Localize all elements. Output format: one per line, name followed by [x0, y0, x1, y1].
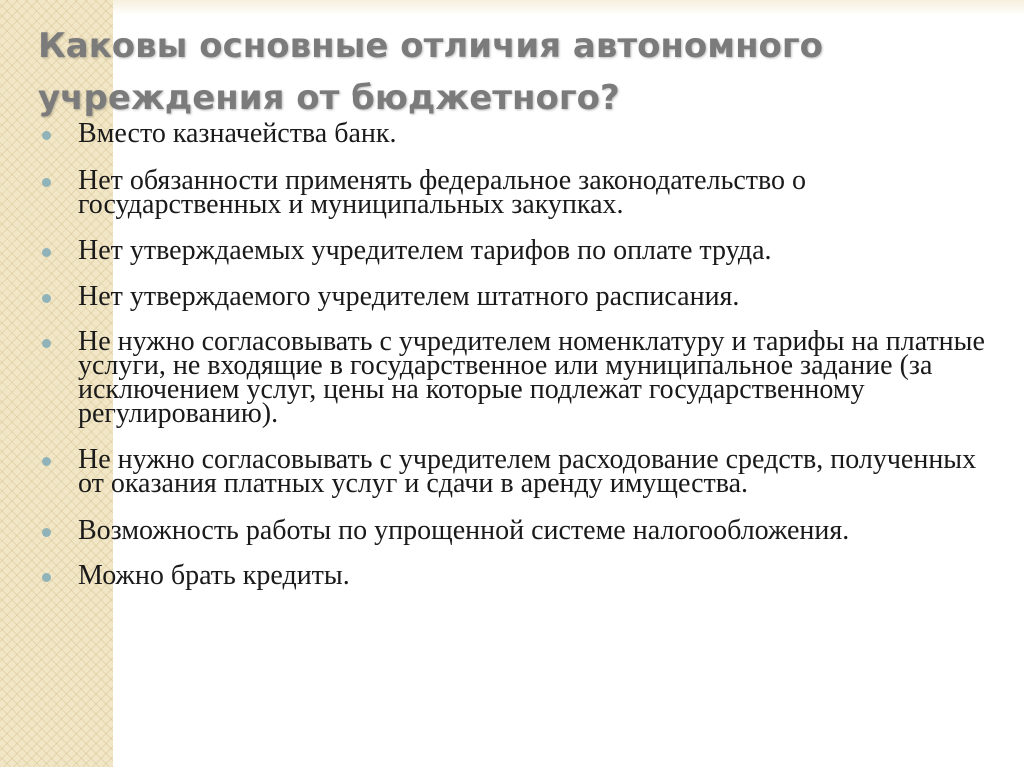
bullet-item: [40, 118, 990, 149]
bullet-item: [40, 235, 990, 266]
bullet-dot-icon: [42, 457, 51, 466]
bullet-item: [40, 281, 990, 312]
bullet-item: [40, 326, 990, 429]
bullet-item: [40, 444, 990, 499]
bullet-text: Нет утверждаемого учредителем штатного расписания.: [78, 281, 740, 312]
bullet-item: [40, 560, 990, 591]
bullet-text: Возможность работы по упрощенной системе налогообложения.: [78, 515, 850, 546]
bullet-text: Не нужно согласовывать с учредителем расходование средств, полученных от оказания платных услуг и сдачи в аренду имущества.: [78, 444, 977, 499]
bullet-list: [40, 118, 990, 610]
bullet-text: Не нужно согласовывать с учредителем номенклатуру и тарифы на платные услуги, не входящие в государственное или муниципальное задание (за исключением услуг, цены на которые подлежат государственному регулированию).: [78, 326, 985, 429]
bullet-dot-icon: [42, 573, 51, 582]
bullet-dot-icon: [42, 294, 51, 303]
bullet-text: Вместо казначейства банк.: [78, 118, 397, 149]
bullet-text: Можно брать кредиты.: [78, 560, 350, 591]
bullet-text: Нет утверждаемых учредителем тарифов по оплате труда.: [78, 235, 772, 266]
bullet-dot-icon: [42, 131, 51, 140]
bullet-dot-icon: [42, 528, 51, 537]
bullet-item: [40, 165, 990, 220]
bullet-dot-icon: [42, 248, 51, 257]
slide-title: Каковы основные отличия автономного учреждения от бюджетного?: [38, 26, 824, 118]
bullet-item: [40, 515, 990, 546]
bullet-dot-icon: [42, 339, 51, 348]
bullet-dot-icon: [42, 178, 51, 187]
bullet-text: Нет обязанности применять федеральное законодательство о государственных и муниципальных закупках.: [78, 165, 807, 220]
